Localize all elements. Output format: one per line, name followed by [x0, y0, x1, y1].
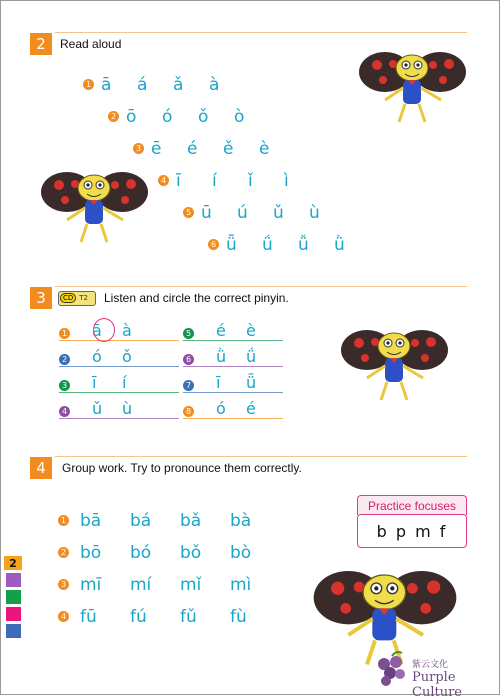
pinyin-option: è	[246, 321, 256, 340]
pinyin-syllable: mì	[230, 575, 252, 595]
pinyin-syllable: mí	[130, 575, 152, 595]
pinyin-option: ǜ	[216, 347, 227, 366]
pinyin-syllable: ǐ	[248, 171, 253, 191]
row-number: 1	[58, 515, 69, 526]
row-underline	[183, 392, 283, 393]
pinyin-syllable: è	[259, 139, 270, 159]
pinyin-syllable: ǒ	[198, 107, 209, 127]
section-2-line	[55, 32, 467, 33]
side-color-tab	[6, 624, 21, 638]
pinyin-syllable: ǎ	[173, 75, 184, 95]
pinyin-syllable: bǎ	[180, 511, 202, 531]
pinyin-option: é	[246, 399, 256, 418]
cd-track: T2	[79, 294, 89, 302]
section-2-header	[30, 33, 121, 55]
row-number: 5	[183, 207, 194, 218]
row-underline	[59, 392, 179, 393]
pinyin-option: é	[216, 321, 226, 340]
cd-audio-icon[interactable]	[58, 291, 96, 306]
pinyin-syllable: ě	[223, 139, 234, 159]
logo-name: Purple Culture	[412, 670, 462, 700]
section-number: 3	[30, 287, 52, 309]
item-number: 2	[59, 354, 70, 365]
row-underline	[183, 340, 283, 341]
item-number: 8	[183, 406, 194, 417]
side-color-tab	[6, 590, 21, 604]
pinyin-option: ù	[122, 399, 133, 418]
practice-letters: b p m f	[357, 514, 467, 548]
pinyin-syllable: fǔ	[180, 607, 197, 627]
section-number: 4	[30, 457, 52, 479]
practice-title: Practice focuses	[357, 495, 467, 515]
grape-logo-icon	[372, 650, 410, 690]
ladybug-mascot-icon	[37, 160, 152, 250]
pinyin-option: ǒ	[122, 347, 132, 366]
pinyin-syllable: í	[212, 171, 217, 191]
pinyin-syllable: bā	[80, 511, 102, 531]
practice-focuses-box	[357, 495, 467, 551]
answer-circle-mark	[93, 318, 115, 342]
page-number: 2	[4, 556, 22, 570]
logo-chinese: 紫云文化	[412, 660, 449, 670]
pinyin-option: ǘ	[246, 347, 257, 366]
pinyin-option: ī	[92, 373, 97, 392]
row-number: 2	[58, 547, 69, 558]
ladybug-mascot-icon	[337, 318, 452, 408]
pinyin-syllable: ā	[101, 75, 112, 95]
row-number: 1	[83, 79, 94, 90]
row-underline	[183, 418, 283, 419]
pinyin-option: à	[122, 321, 132, 340]
item-number: 3	[59, 380, 70, 391]
section-4-line	[55, 456, 467, 457]
pinyin-syllable: ò	[234, 107, 245, 127]
pinyin-option: í	[122, 373, 127, 392]
row-underline	[59, 366, 179, 367]
pinyin-option: ī	[216, 373, 221, 392]
pinyin-syllable: fú	[130, 607, 147, 627]
side-color-tab	[6, 573, 21, 587]
row-number: 4	[158, 175, 169, 186]
item-number: 1	[59, 328, 70, 339]
section-title: Listen and circle the correct pinyin.	[104, 291, 289, 305]
row-underline	[183, 366, 283, 367]
section-title: Read aloud	[60, 37, 122, 51]
row-underline	[59, 418, 179, 419]
pinyin-syllable: ō	[126, 107, 137, 127]
pinyin-syllable: ú	[237, 203, 248, 223]
pinyin-syllable: bà	[230, 511, 252, 531]
pinyin-syllable: mǐ	[180, 575, 202, 595]
pinyin-option: ā	[92, 321, 102, 340]
pinyin-syllable: fū	[80, 607, 97, 627]
pinyin-syllable: mī	[80, 575, 102, 595]
item-number: 7	[183, 380, 194, 391]
row-number: 4	[58, 611, 69, 622]
pinyin-syllable: bǒ	[180, 543, 202, 563]
pinyin-syllable: bá	[130, 511, 152, 531]
section-number: 2	[30, 33, 52, 55]
pinyin-syllable: ǜ	[334, 235, 345, 255]
item-number: 4	[59, 406, 70, 417]
section-3-line	[55, 286, 467, 287]
pinyin-option: ǔ	[92, 399, 103, 418]
pinyin-syllable: ǘ	[262, 235, 273, 255]
pinyin-syllable: fù	[230, 607, 247, 627]
cd-label: CD	[60, 293, 76, 303]
pinyin-syllable: bò	[230, 543, 252, 563]
section-3-header	[30, 287, 289, 309]
row-number: 6	[208, 239, 219, 250]
section-4-header	[30, 457, 302, 479]
pinyin-syllable: ē	[151, 139, 162, 159]
side-color-tab	[6, 607, 21, 621]
pinyin-syllable: á	[137, 75, 148, 95]
pinyin-syllable: ó	[162, 107, 173, 127]
item-number: 5	[183, 328, 194, 339]
pinyin-option: ó	[216, 399, 226, 418]
row-number: 3	[58, 579, 69, 590]
ladybug-mascot-icon	[355, 40, 470, 130]
pinyin-syllable: é	[187, 139, 198, 159]
pinyin-syllable: ù	[309, 203, 320, 223]
pinyin-syllable: ǖ	[226, 235, 237, 255]
section-title: Group work. Try to pronounce them correctly.	[62, 461, 302, 475]
row-number: 2	[108, 111, 119, 122]
pinyin-syllable: ǚ	[298, 235, 309, 255]
row-underline	[59, 340, 179, 341]
pinyin-syllable: ū	[201, 203, 212, 223]
pinyin-option: ǖ	[246, 373, 257, 392]
pinyin-syllable: bō	[80, 543, 102, 563]
pinyin-syllable: ī	[176, 171, 181, 191]
pinyin-syllable: à	[209, 75, 220, 95]
pinyin-syllable: ì	[284, 171, 289, 191]
item-number: 6	[183, 354, 194, 365]
pinyin-syllable: bó	[130, 543, 152, 563]
pinyin-option: ó	[92, 347, 102, 366]
pinyin-syllable: ǔ	[273, 203, 284, 223]
row-number: 3	[133, 143, 144, 154]
